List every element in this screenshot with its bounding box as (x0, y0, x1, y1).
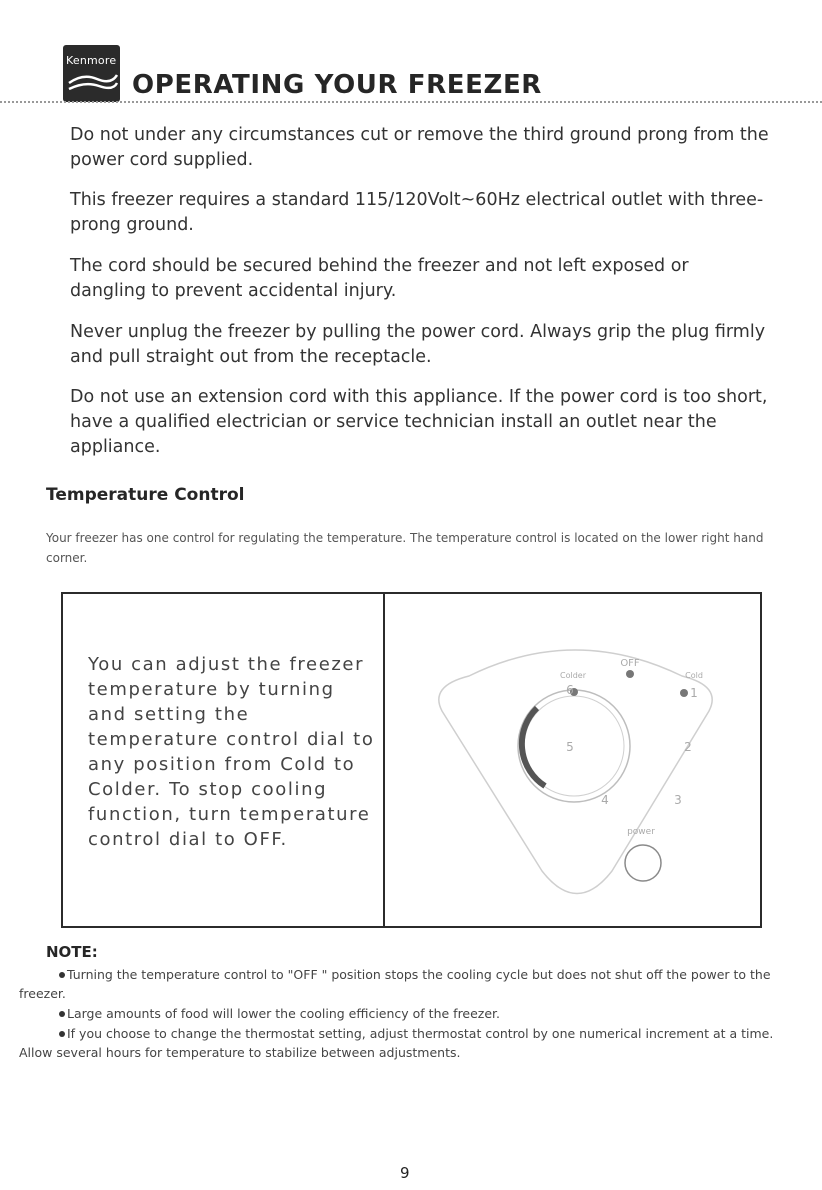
logo-brand-text: Kenmore (66, 54, 117, 67)
dial-label-off: OFF (620, 658, 640, 669)
dial-number-4: 4 (601, 793, 609, 807)
cold-indicator-dot (680, 689, 688, 697)
note-list (19, 965, 799, 1063)
dial-instructions: You can adjust the freezer temperature by turning and setting the temperature control dial to any position from Cold to Colder. To stop cooling function, turn temperature control dial to OFF. (88, 654, 375, 850)
note-text: If you choose to change the thermostat setting, adjust thermostat control by one numerical increment at a time. Allow several hours for temperature to stabilize between adjustments. (19, 1026, 774, 1060)
bullet-icon (59, 1031, 65, 1037)
bullet-icon (59, 1011, 65, 1017)
note-item (19, 965, 799, 1003)
note-text: Large amounts of food will lower the cooling efficiency of the freezer. (67, 1006, 501, 1021)
note-title: NOTE: (46, 943, 98, 961)
dial-number-6: 6 (566, 683, 574, 697)
dial-number-3: 3 (674, 793, 682, 807)
paragraph-outlet: This freezer requires a standard 115/120Volt~60Hz electrical outlet with three-prong ground. (70, 190, 764, 235)
paragraph-unplug: Never unplug the freezer by pulling the power cord. Always grip the plug firmly and pull straight out from the receptacle. (70, 322, 766, 367)
kenmore-logo (63, 45, 120, 102)
note-item (19, 1024, 799, 1062)
box-divider (383, 594, 385, 926)
bullet-icon (59, 972, 65, 978)
page-number: 9 (400, 1164, 410, 1182)
paragraph-cord-secure: The cord should be secured behind the freezer and not left exposed or dangling to prevent accidental injury. (70, 256, 689, 301)
dial-number-2: 2 (684, 740, 692, 754)
logo-wave-icon (63, 45, 120, 102)
section-heading-temperature-control: Temperature Control (46, 485, 245, 505)
paragraph-ground-prong: Do not under any circumstances cut or remove the third ground prong from the power cord supplied. (70, 125, 769, 170)
power-button-icon (625, 845, 661, 881)
temperature-control-box (61, 592, 762, 928)
dial-number-5: 5 (566, 740, 574, 754)
header-divider (0, 101, 822, 103)
note-item (19, 1004, 799, 1023)
power-label: power (627, 827, 655, 837)
note-text: Turning the temperature control to "OFF " position stops the cooling cycle but does not shut off the power to the freezer. (19, 967, 771, 1001)
temperature-control-intro: Your freezer has one control for regulating the temperature. The temperature control is located on the lower right hand corner. (46, 531, 764, 565)
control-panel-outline (439, 650, 712, 894)
temperature-dial-diagram (387, 596, 761, 928)
dial-number-1: 1 (690, 686, 698, 700)
dial-label-cold: Cold (685, 671, 703, 680)
paragraph-extension-cord: Do not use an extension cord with this appliance. If the power cord is too short, have a qualified electrician or service technician install an outlet near the appliance. (70, 387, 768, 457)
off-indicator-dot (626, 670, 634, 678)
page-title: OPERATING YOUR FREEZER (132, 70, 542, 100)
dial-label-colder: Colder (560, 671, 586, 680)
